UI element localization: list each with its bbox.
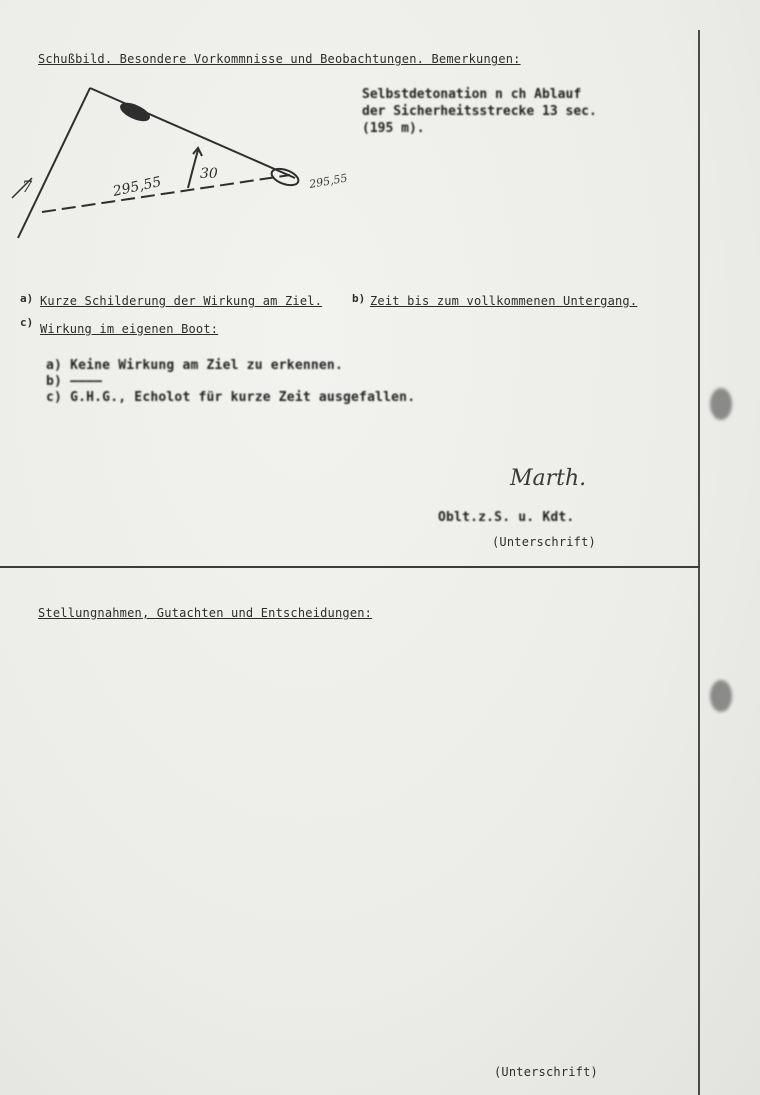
effect-item: c) G.H.G., Echolot für kurze Zeit ausgefallen. — [46, 390, 416, 405]
sketch-boat-shape — [269, 166, 300, 189]
punch-hole-upper — [710, 388, 732, 420]
handwritten-signature: Marth. — [510, 466, 587, 491]
remarks-line: der Sicherheitsstrecke 13 sec. — [362, 104, 597, 119]
remarks-line: (195 m). — [362, 121, 425, 136]
section2-title: Stellungnahmen, Gutachten und Entscheidungen: — [38, 606, 373, 620]
sketch-angle-arc — [188, 150, 198, 188]
sketch-distance-label: 295,55 — [111, 174, 163, 200]
sketch-angle-label: 30 — [200, 166, 218, 182]
signature-caption: (Unterschrift) — [492, 535, 596, 549]
punch-hole-lower — [710, 680, 732, 712]
sketch-mark-label: 7 — [22, 177, 33, 196]
section-divider — [0, 566, 700, 568]
effect-item: a) Keine Wirkung am Ziel zu erkennen. — [46, 358, 343, 373]
signature-rank: Oblt.z.S. u. Kdt. — [438, 510, 575, 525]
effect-label-b: Zeit bis zum vollkommenen Untergang. — [370, 294, 638, 308]
effect-label-a: Kurze Schilderung der Wirkung am Ziel. — [40, 294, 323, 308]
shot-sketch — [10, 80, 370, 245]
sketch-left-line — [18, 88, 90, 238]
effect-item: b) ———— — [46, 374, 103, 389]
right-margin-line — [698, 30, 700, 1095]
remarks-line: Selbstdetonation n ch Ablauf — [362, 87, 582, 102]
sketch-target-shape — [119, 100, 151, 123]
remarks-text — [362, 86, 597, 137]
effect-marker-c: c) — [20, 316, 34, 329]
sketch-base-line — [42, 175, 290, 212]
sketch-track-line — [90, 88, 295, 178]
sketch-side-label: 295,55 — [308, 171, 349, 191]
section2-signature-caption: (Unterschrift) — [494, 1065, 598, 1079]
header-fields: Schußbild. Besondere Vorkommnisse und Beobachtungen. Bemerkungen: — [38, 52, 521, 66]
effect-label-c: Wirkung im eigenen Boot: — [40, 322, 219, 336]
effect-marker-b: b) — [352, 292, 366, 305]
effect-marker-a: a) — [20, 292, 34, 305]
